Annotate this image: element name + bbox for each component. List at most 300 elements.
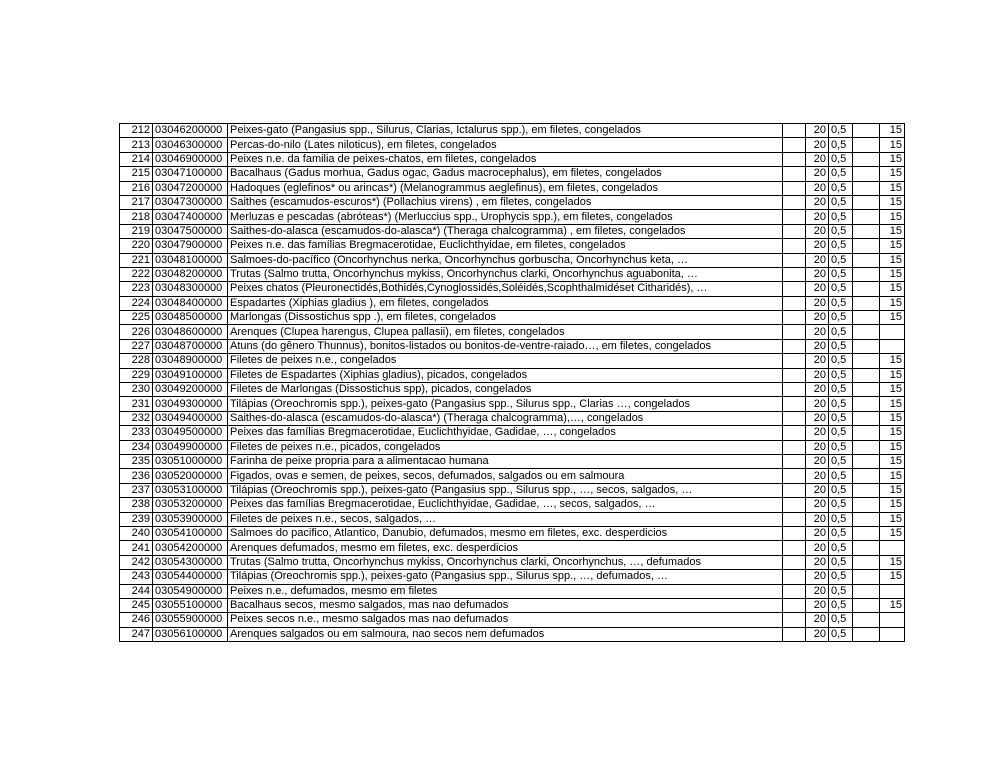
blank-cell xyxy=(853,498,880,512)
empty-cell xyxy=(783,339,806,353)
description-cell: Saithes-do-alasca (escamudos-do-alasca*) (Theraga chalcogramma) , em filetes, congelados xyxy=(228,224,783,238)
code-cell: 03054900000 xyxy=(153,584,228,598)
description-cell: Hadoques (eglefinos* ou arincas*) (Melanogrammus aeglefinus), em filetes, congelados xyxy=(228,181,783,195)
row-number-cell: 229 xyxy=(120,368,153,382)
factor-cell: 0,5 xyxy=(829,584,853,598)
factor-cell: 0,5 xyxy=(829,613,853,627)
row-number-cell: 234 xyxy=(120,440,153,454)
rate-cell: 20 xyxy=(806,397,829,411)
code-cell: 03055900000 xyxy=(153,613,228,627)
code-cell: 03053200000 xyxy=(153,498,228,512)
blank-cell xyxy=(853,512,880,526)
empty-cell xyxy=(783,541,806,555)
code-cell: 03053900000 xyxy=(153,512,228,526)
value-cell: 15 xyxy=(880,383,905,397)
table-row xyxy=(120,383,905,397)
rate-cell: 20 xyxy=(806,613,829,627)
row-number-cell: 237 xyxy=(120,483,153,497)
table-row xyxy=(120,613,905,627)
table-row xyxy=(120,512,905,526)
table-row xyxy=(120,498,905,512)
row-number-cell: 219 xyxy=(120,224,153,238)
rate-cell: 20 xyxy=(806,483,829,497)
rate-cell: 20 xyxy=(806,224,829,238)
row-number-cell: 218 xyxy=(120,210,153,224)
description-cell: Marlongas (Dissostichus spp .), em filetes, congelados xyxy=(228,311,783,325)
blank-cell xyxy=(853,483,880,497)
rate-cell: 20 xyxy=(806,454,829,468)
table-row xyxy=(120,210,905,224)
empty-cell xyxy=(783,138,806,152)
value-cell: 15 xyxy=(880,411,905,425)
empty-cell xyxy=(783,555,806,569)
description-cell: Peixes n.e. da familia de peixes-chatos, em filetes, congelados xyxy=(228,152,783,166)
factor-cell: 0,5 xyxy=(829,354,853,368)
factor-cell: 0,5 xyxy=(829,267,853,281)
description-cell: Tilápias (Oreochromis spp.), peixes-gato (Pangasius spp., Silurus spp., …, defumados, … xyxy=(228,570,783,584)
factor-cell: 0,5 xyxy=(829,167,853,181)
description-cell: Saithes (escamudos-escuros*) (Pollachius virens) , em filetes, congelados xyxy=(228,195,783,209)
empty-cell xyxy=(783,526,806,540)
empty-cell xyxy=(783,311,806,325)
value-cell xyxy=(880,584,905,598)
row-number-cell: 238 xyxy=(120,498,153,512)
blank-cell xyxy=(853,354,880,368)
value-cell: 15 xyxy=(880,152,905,166)
blank-cell xyxy=(853,368,880,382)
rate-cell: 20 xyxy=(806,584,829,598)
table-row xyxy=(120,584,905,598)
rate-cell: 20 xyxy=(806,311,829,325)
value-cell xyxy=(880,541,905,555)
row-number-cell: 231 xyxy=(120,397,153,411)
factor-cell: 0,5 xyxy=(829,296,853,310)
value-cell: 15 xyxy=(880,124,905,138)
code-cell: 03047100000 xyxy=(153,167,228,181)
rate-cell: 20 xyxy=(806,181,829,195)
description-cell: Farinha de peixe propria para a alimentacao humana xyxy=(228,454,783,468)
value-cell: 15 xyxy=(880,138,905,152)
blank-cell xyxy=(853,167,880,181)
value-cell: 15 xyxy=(880,181,905,195)
factor-cell: 0,5 xyxy=(829,253,853,267)
description-cell: Percas-do-nilo (Lates niloticus), em filetes, congelados xyxy=(228,138,783,152)
empty-cell xyxy=(783,598,806,612)
row-number-cell: 225 xyxy=(120,311,153,325)
factor-cell: 0,5 xyxy=(829,282,853,296)
factor-cell: 0,5 xyxy=(829,152,853,166)
table-row xyxy=(120,195,905,209)
row-number-cell: 246 xyxy=(120,613,153,627)
table-row xyxy=(120,454,905,468)
factor-cell: 0,5 xyxy=(829,512,853,526)
rate-cell: 20 xyxy=(806,598,829,612)
factor-cell: 0,5 xyxy=(829,383,853,397)
table-row xyxy=(120,397,905,411)
code-cell: 03054400000 xyxy=(153,570,228,584)
rate-cell: 20 xyxy=(806,195,829,209)
description-cell: Saithes-do-alasca (escamudos-do-alasca*) (Theraga chalcogramma),…, congelados xyxy=(228,411,783,425)
rate-cell: 20 xyxy=(806,210,829,224)
empty-cell xyxy=(783,454,806,468)
blank-cell xyxy=(853,570,880,584)
code-cell: 03055100000 xyxy=(153,598,228,612)
rate-cell: 20 xyxy=(806,138,829,152)
value-cell: 15 xyxy=(880,397,905,411)
row-number-cell: 247 xyxy=(120,627,153,641)
code-cell: 03049200000 xyxy=(153,383,228,397)
row-number-cell: 245 xyxy=(120,598,153,612)
description-cell: Salmoes-do-pacífico (Oncorhynchus nerka, Oncorhynchus gorbuscha, Oncorhynchus keta, … xyxy=(228,253,783,267)
code-cell: 03047400000 xyxy=(153,210,228,224)
code-cell: 03051000000 xyxy=(153,454,228,468)
code-cell: 03049300000 xyxy=(153,397,228,411)
factor-cell: 0,5 xyxy=(829,598,853,612)
empty-cell xyxy=(783,570,806,584)
blank-cell xyxy=(853,210,880,224)
row-number-cell: 233 xyxy=(120,426,153,440)
empty-cell xyxy=(783,483,806,497)
blank-cell xyxy=(853,311,880,325)
row-number-cell: 221 xyxy=(120,253,153,267)
rate-cell: 20 xyxy=(806,512,829,526)
code-cell: 03048700000 xyxy=(153,339,228,353)
rate-cell: 20 xyxy=(806,383,829,397)
row-number-cell: 236 xyxy=(120,469,153,483)
description-cell: Peixes das famílias Bregmacerotidae, Euclichthyidae, Gadidae, …, secos, salgados, … xyxy=(228,498,783,512)
row-number-cell: 222 xyxy=(120,267,153,281)
rate-cell: 20 xyxy=(806,239,829,253)
blank-cell xyxy=(853,555,880,569)
blank-cell xyxy=(853,181,880,195)
rate-cell: 20 xyxy=(806,627,829,641)
blank-cell xyxy=(853,613,880,627)
row-number-cell: 216 xyxy=(120,181,153,195)
blank-cell xyxy=(853,339,880,353)
value-cell: 15 xyxy=(880,469,905,483)
factor-cell: 0,5 xyxy=(829,138,853,152)
table-row xyxy=(120,627,905,641)
blank-cell xyxy=(853,411,880,425)
factor-cell: 0,5 xyxy=(829,440,853,454)
value-cell: 15 xyxy=(880,440,905,454)
code-cell: 03046300000 xyxy=(153,138,228,152)
row-number-cell: 240 xyxy=(120,526,153,540)
code-cell: 03049400000 xyxy=(153,411,228,425)
value-cell: 15 xyxy=(880,224,905,238)
blank-cell xyxy=(853,253,880,267)
value-cell: 15 xyxy=(880,167,905,181)
factor-cell: 0,5 xyxy=(829,124,853,138)
factor-cell: 0,5 xyxy=(829,411,853,425)
description-cell: Bacalhaus (Gadus morhua, Gadus ogac, Gadus macrocephalus), em filetes, congelados xyxy=(228,167,783,181)
value-cell: 15 xyxy=(880,267,905,281)
description-cell: Filetes de Marlongas (Dissostichus spp), picados, congelados xyxy=(228,383,783,397)
code-cell: 03048100000 xyxy=(153,253,228,267)
factor-cell: 0,5 xyxy=(829,325,853,339)
rate-cell: 20 xyxy=(806,152,829,166)
empty-cell xyxy=(783,469,806,483)
code-cell: 03049500000 xyxy=(153,426,228,440)
value-cell: 15 xyxy=(880,354,905,368)
empty-cell xyxy=(783,239,806,253)
value-cell: 15 xyxy=(880,598,905,612)
description-cell: Arenques (Clupea harengus, Clupea pallasii), em filetes, congelados xyxy=(228,325,783,339)
blank-cell xyxy=(853,440,880,454)
description-cell: Filetes de peixes n.e., secos, salgados, … xyxy=(228,512,783,526)
blank-cell xyxy=(853,526,880,540)
factor-cell: 0,5 xyxy=(829,224,853,238)
empty-cell xyxy=(783,267,806,281)
description-cell: Peixes chatos (Pleuronectidés,Bothidés,Cynoglossidés,Soléidés,Scophthalmidéset Citharidés), … xyxy=(228,282,783,296)
blank-cell xyxy=(853,426,880,440)
value-cell: 15 xyxy=(880,195,905,209)
code-cell: 03053100000 xyxy=(153,483,228,497)
table-row xyxy=(120,368,905,382)
code-cell: 03046900000 xyxy=(153,152,228,166)
table-row xyxy=(120,138,905,152)
value-cell: 15 xyxy=(880,498,905,512)
row-number-cell: 235 xyxy=(120,454,153,468)
blank-cell xyxy=(853,124,880,138)
code-cell: 03052000000 xyxy=(153,469,228,483)
row-number-cell: 215 xyxy=(120,167,153,181)
description-cell: Peixes-gato (Pangasius spp., Silurus, Clarias, Ictalurus spp.), em filetes, congelados xyxy=(228,124,783,138)
table-row xyxy=(120,253,905,267)
row-number-cell: 227 xyxy=(120,339,153,353)
blank-cell xyxy=(853,541,880,555)
table-row xyxy=(120,311,905,325)
description-cell: Salmoes do pacifico, Atlantico, Danubio, defumados, mesmo em filetes, exc. desperdicios xyxy=(228,526,783,540)
rate-cell: 20 xyxy=(806,541,829,555)
value-cell: 15 xyxy=(880,426,905,440)
table-row xyxy=(120,224,905,238)
value-cell: 15 xyxy=(880,454,905,468)
empty-cell xyxy=(783,152,806,166)
empty-cell xyxy=(783,253,806,267)
table-row xyxy=(120,339,905,353)
table-row xyxy=(120,167,905,181)
row-number-cell: 241 xyxy=(120,541,153,555)
rate-cell: 20 xyxy=(806,426,829,440)
rate-cell: 20 xyxy=(806,570,829,584)
description-cell: Filetes de Espadartes (Xiphias gladius), picados, congelados xyxy=(228,368,783,382)
description-cell: Peixes secos n.e., mesmo salgados mas nao defumados xyxy=(228,613,783,627)
description-cell: Tilápias (Oreochromis spp.), peixes-gato (Pangasius spp., Silurus spp., Clarias …, congelados xyxy=(228,397,783,411)
value-cell: 15 xyxy=(880,512,905,526)
description-cell: Peixes n.e. das famílias Bregmacerotidae, Euclichthyidae, em filetes, congelados xyxy=(228,239,783,253)
factor-cell: 0,5 xyxy=(829,627,853,641)
description-cell: Merluzas e pescadas (abróteas*) (Merluccius spp., Urophycis spp.), em filetes, congelados xyxy=(228,210,783,224)
rate-cell: 20 xyxy=(806,469,829,483)
blank-cell xyxy=(853,138,880,152)
value-cell: 15 xyxy=(880,526,905,540)
description-cell: Trutas (Salmo trutta, Oncorhynchus mykiss, Oncorhynchus clarki, Oncorhynchus aguabonita, … xyxy=(228,267,783,281)
value-cell: 15 xyxy=(880,311,905,325)
factor-cell: 0,5 xyxy=(829,239,853,253)
row-number-cell: 224 xyxy=(120,296,153,310)
tariff-table xyxy=(119,123,905,642)
value-cell: 15 xyxy=(880,368,905,382)
row-number-cell: 244 xyxy=(120,584,153,598)
table-row xyxy=(120,483,905,497)
factor-cell: 0,5 xyxy=(829,454,853,468)
empty-cell xyxy=(783,411,806,425)
factor-cell: 0,5 xyxy=(829,555,853,569)
table-row xyxy=(120,570,905,584)
empty-cell xyxy=(783,296,806,310)
description-cell: Arenques salgados ou em salmoura, nao secos nem defumados xyxy=(228,627,783,641)
code-cell: 03048900000 xyxy=(153,354,228,368)
row-number-cell: 230 xyxy=(120,383,153,397)
row-number-cell: 232 xyxy=(120,411,153,425)
code-cell: 03047300000 xyxy=(153,195,228,209)
factor-cell: 0,5 xyxy=(829,426,853,440)
factor-cell: 0,5 xyxy=(829,498,853,512)
value-cell: 15 xyxy=(880,296,905,310)
description-cell: Trutas (Salmo trutta, Oncorhynchus mykiss, Oncorhynchus clarki, Oncorhynchus, …, defumados xyxy=(228,555,783,569)
row-number-cell: 243 xyxy=(120,570,153,584)
rate-cell: 20 xyxy=(806,440,829,454)
blank-cell xyxy=(853,152,880,166)
rate-cell: 20 xyxy=(806,296,829,310)
table-row xyxy=(120,440,905,454)
code-cell: 03054200000 xyxy=(153,541,228,555)
empty-cell xyxy=(783,440,806,454)
value-cell xyxy=(880,613,905,627)
factor-cell: 0,5 xyxy=(829,541,853,555)
empty-cell xyxy=(783,167,806,181)
blank-cell xyxy=(853,224,880,238)
value-cell: 15 xyxy=(880,253,905,267)
code-cell: 03054300000 xyxy=(153,555,228,569)
row-number-cell: 214 xyxy=(120,152,153,166)
row-number-cell: 220 xyxy=(120,239,153,253)
description-cell: Bacalhaus secos, mesmo salgados, mas nao defumados xyxy=(228,598,783,612)
description-cell: Filetes de peixes n.e., congelados xyxy=(228,354,783,368)
blank-cell xyxy=(853,325,880,339)
blank-cell xyxy=(853,584,880,598)
empty-cell xyxy=(783,426,806,440)
rate-cell: 20 xyxy=(806,282,829,296)
code-cell: 03048500000 xyxy=(153,311,228,325)
table-row xyxy=(120,181,905,195)
table-row xyxy=(120,354,905,368)
factor-cell: 0,5 xyxy=(829,570,853,584)
rate-cell: 20 xyxy=(806,411,829,425)
blank-cell xyxy=(853,627,880,641)
empty-cell xyxy=(783,397,806,411)
description-cell: Tilápias (Oreochromis spp.), peixes-gato (Pangasius spp., Silurus spp., …, secos, salgados, … xyxy=(228,483,783,497)
description-cell: Atuns (do gênero Thunnus), bonitos-listados ou bonitos-de-ventre-raiado…, em filetes, congelados xyxy=(228,339,783,353)
table-row xyxy=(120,426,905,440)
rate-cell: 20 xyxy=(806,253,829,267)
code-cell: 03048600000 xyxy=(153,325,228,339)
factor-cell: 0,5 xyxy=(829,397,853,411)
rate-cell: 20 xyxy=(806,339,829,353)
factor-cell: 0,5 xyxy=(829,483,853,497)
empty-cell xyxy=(783,195,806,209)
table-row xyxy=(120,124,905,138)
row-number-cell: 213 xyxy=(120,138,153,152)
row-number-cell: 217 xyxy=(120,195,153,209)
row-number-cell: 223 xyxy=(120,282,153,296)
row-number-cell: 228 xyxy=(120,354,153,368)
empty-cell xyxy=(783,181,806,195)
empty-cell xyxy=(783,282,806,296)
table-row xyxy=(120,598,905,612)
row-number-cell: 212 xyxy=(120,124,153,138)
blank-cell xyxy=(853,454,880,468)
blank-cell xyxy=(853,195,880,209)
code-cell: 03049900000 xyxy=(153,440,228,454)
code-cell: 03056100000 xyxy=(153,627,228,641)
description-cell: Figados, ovas e semen, de peixes, secos, defumados, salgados ou em salmoura xyxy=(228,469,783,483)
code-cell: 03049100000 xyxy=(153,368,228,382)
empty-cell xyxy=(783,368,806,382)
empty-cell xyxy=(783,498,806,512)
table-row xyxy=(120,325,905,339)
value-cell: 15 xyxy=(880,570,905,584)
rate-cell: 20 xyxy=(806,124,829,138)
blank-cell xyxy=(853,469,880,483)
value-cell xyxy=(880,325,905,339)
factor-cell: 0,5 xyxy=(829,469,853,483)
factor-cell: 0,5 xyxy=(829,368,853,382)
rate-cell: 20 xyxy=(806,526,829,540)
blank-cell xyxy=(853,239,880,253)
factor-cell: 0,5 xyxy=(829,210,853,224)
table-row xyxy=(120,267,905,281)
code-cell: 03054100000 xyxy=(153,526,228,540)
value-cell xyxy=(880,339,905,353)
empty-cell xyxy=(783,383,806,397)
table-row xyxy=(120,152,905,166)
blank-cell xyxy=(853,267,880,281)
empty-cell xyxy=(783,124,806,138)
factor-cell: 0,5 xyxy=(829,181,853,195)
blank-cell xyxy=(853,296,880,310)
empty-cell xyxy=(783,325,806,339)
table-row xyxy=(120,526,905,540)
code-cell: 03048200000 xyxy=(153,267,228,281)
value-cell: 15 xyxy=(880,555,905,569)
rate-cell: 20 xyxy=(806,325,829,339)
description-cell: Filetes de peixes n.e., picados, congelados xyxy=(228,440,783,454)
factor-cell: 0,5 xyxy=(829,311,853,325)
row-number-cell: 239 xyxy=(120,512,153,526)
empty-cell xyxy=(783,224,806,238)
description-cell: Arenques defumados, mesmo em filetes, exc. desperdicios xyxy=(228,541,783,555)
empty-cell xyxy=(783,584,806,598)
empty-cell xyxy=(783,613,806,627)
code-cell: 03047900000 xyxy=(153,239,228,253)
table-row xyxy=(120,469,905,483)
table-row xyxy=(120,541,905,555)
rate-cell: 20 xyxy=(806,354,829,368)
blank-cell xyxy=(853,383,880,397)
empty-cell xyxy=(783,627,806,641)
description-cell: Peixes das famílias Bregmacerotidae, Euclichthyidae, Gadidae, …, congelados xyxy=(228,426,783,440)
value-cell: 15 xyxy=(880,239,905,253)
table-row xyxy=(120,239,905,253)
empty-cell xyxy=(783,354,806,368)
table-body xyxy=(120,124,905,642)
code-cell: 03047200000 xyxy=(153,181,228,195)
description-cell: Espadartes (Xiphias gladius ), em filetes, congelados xyxy=(228,296,783,310)
value-cell: 15 xyxy=(880,210,905,224)
value-cell: 15 xyxy=(880,483,905,497)
